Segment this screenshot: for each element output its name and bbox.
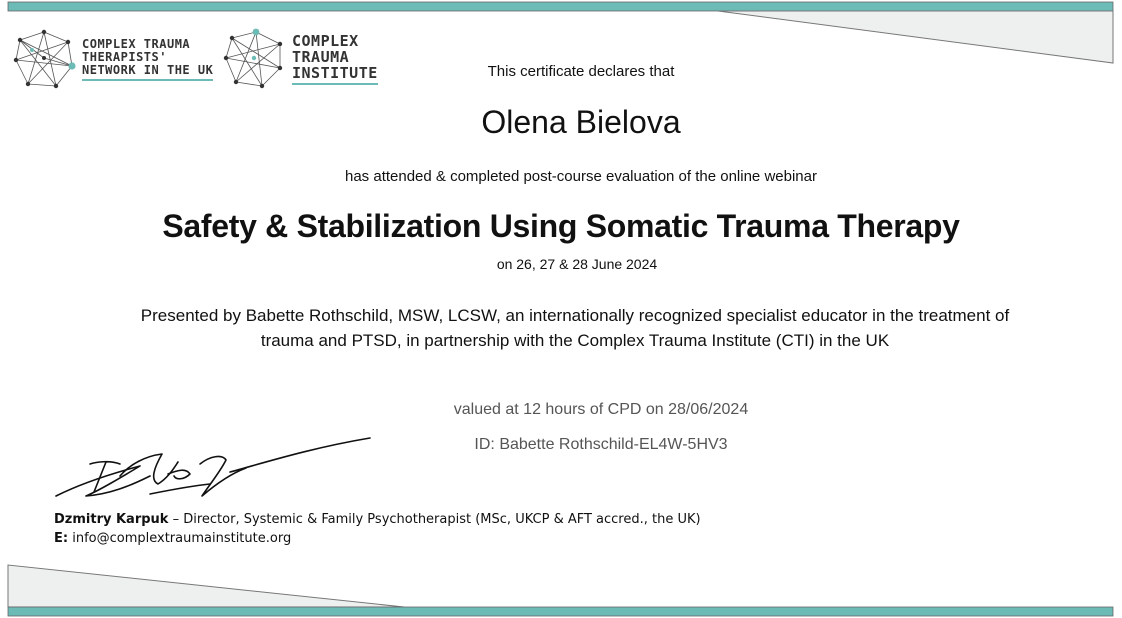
signatory-name: Dzmitry Karpuk: [54, 512, 169, 527]
ctn-logo-line-2: THERAPISTS': [82, 49, 167, 64]
ctn-logo-line-1: COMPLEX TRAUMA: [82, 36, 191, 51]
presenter-line-1: Presented by Babette Rothschild, MSW, LCSW, an internationally recognized specialist educator in the treatment of: [140, 306, 1010, 325]
cti-logo-line-2: TRAUMA: [292, 48, 350, 66]
ctn-logo: [12, 28, 213, 90]
webinar-dates: on 26, 27 & 28 June 2024: [496, 256, 658, 272]
presenter-line-2: trauma and PTSD, in partnership with the Complex Trauma Institute (CTI) in the UK: [260, 331, 890, 350]
cti-logo-line-3: INSTITUTE: [292, 64, 378, 82]
signatory-line: [54, 512, 701, 527]
attendance-text: has attended & completed post-course evaluation of the online webinar: [345, 168, 817, 185]
declaration-text: This certificate declares that: [487, 63, 675, 80]
presenter-description: [14, 303, 1122, 353]
network-graph-icon: [12, 28, 76, 90]
cpd-value: valued at 12 hours of CPD on 28/06/2024: [453, 401, 749, 418]
signatory-role: – Director, Systemic & Family Psychotherapist (MSc, UKCP & AFT accred., the UK): [168, 512, 701, 527]
recipient-name: Olena Bielova: [481, 104, 681, 140]
signatory-email-line: [54, 531, 291, 546]
cti-logo-line-1: COMPLEX: [292, 32, 359, 50]
signatory-email: info@complextraumainstitute.org: [68, 531, 292, 546]
cti-logo: [222, 28, 378, 90]
webinar-title: Safety & Stabilization Using Somatic Trauma Therapy: [162, 208, 960, 244]
handwritten-signature: [50, 434, 380, 506]
cti-logo-underline: [292, 83, 378, 85]
email-label: E:: [54, 531, 69, 546]
network-graph-icon: [222, 28, 286, 90]
certificate-id: ID: Babette Rothschild-EL4W-5HV3: [474, 436, 728, 453]
ctn-logo-line-3: NETWORK IN THE UK: [82, 62, 214, 77]
